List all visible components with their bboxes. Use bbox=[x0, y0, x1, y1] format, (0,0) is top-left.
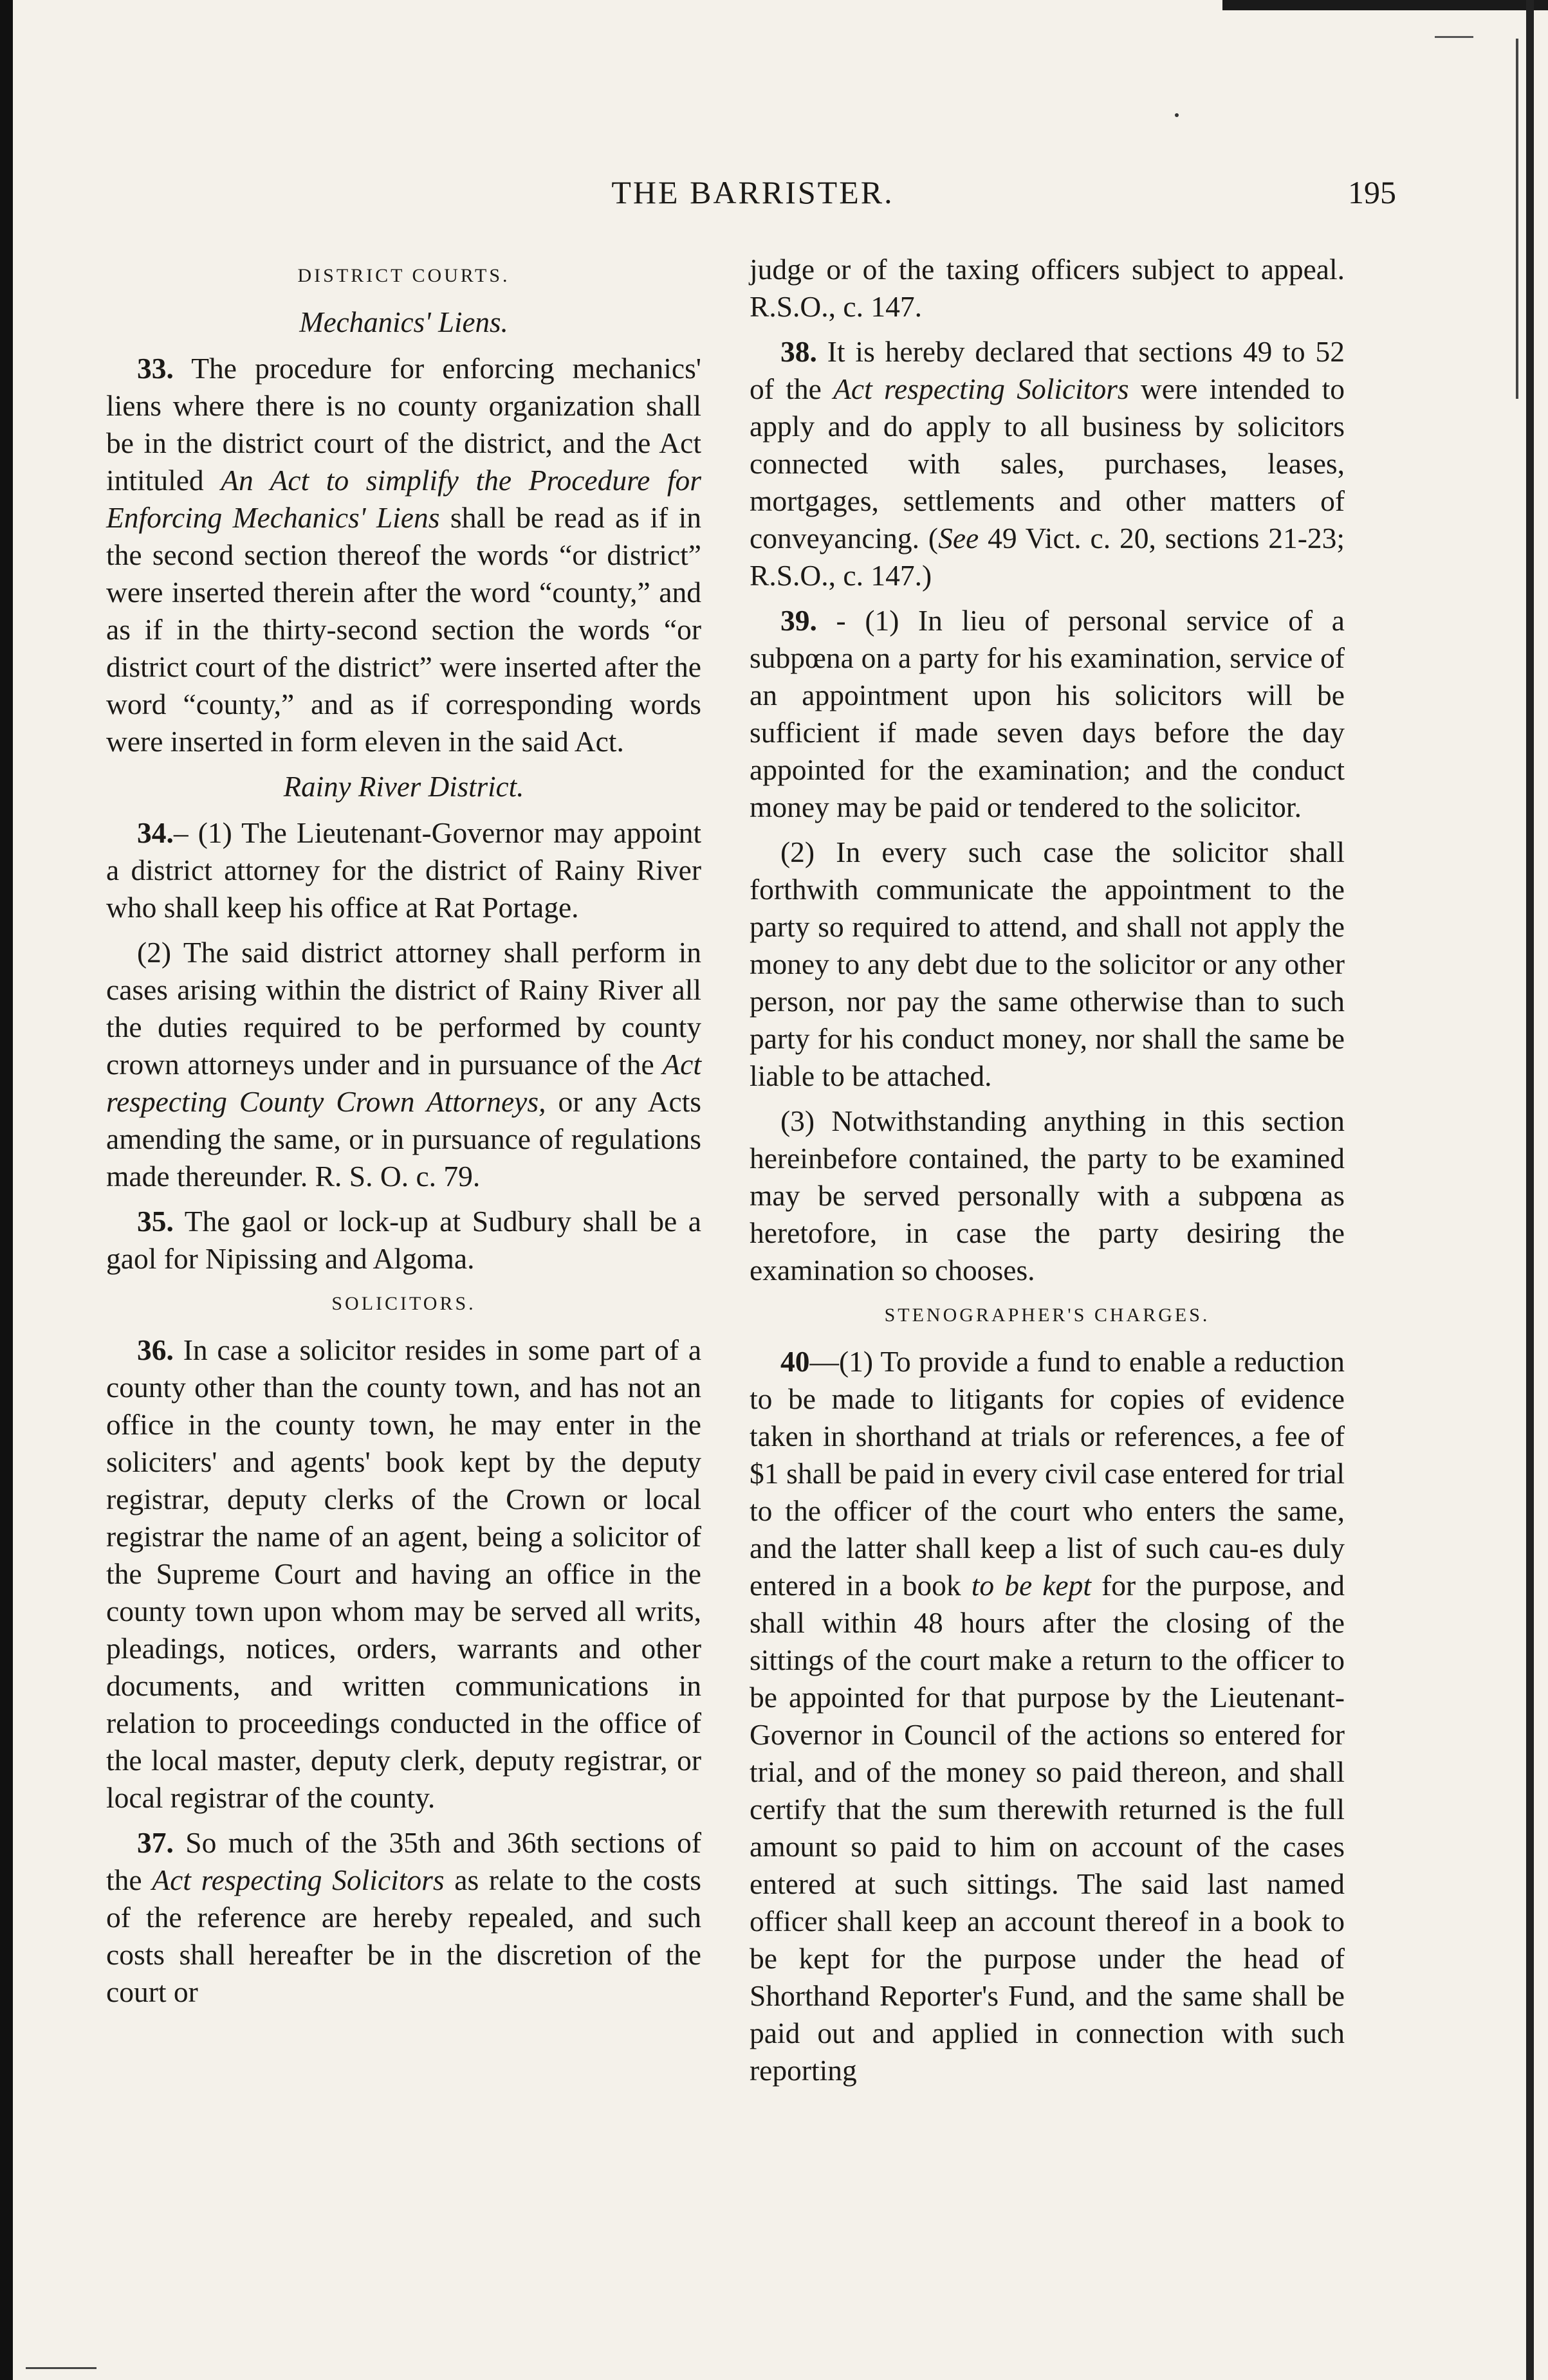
section-number: 39. bbox=[780, 604, 817, 637]
section-text: The procedure for enforcing mechanics' liens where there is no county organization shall be in the district court of the district, and the Act intituled bbox=[106, 352, 701, 497]
scan-speck bbox=[1175, 113, 1179, 117]
section-text: —(1) To provide a fund to enable a reduction to be made to litigants for copies of evidence taken in shorthand at trials or references, a fee of $1 shall be paid in every civil case entered for trial to the officer of the court who enters the same, and the latter shall keep a list of such cau-es duly entered in a book bbox=[750, 1345, 1345, 1602]
section-39-3: (3) Notwithstanding anything in this section hereinbefore contained, the party to be examined may be served personally with a subpœna as heretofore, in case the party desiring the examination so chooses. bbox=[750, 1104, 1345, 1286]
section-number: 35. bbox=[137, 1205, 174, 1238]
act-title: Act respecting Solicitors bbox=[152, 1863, 445, 1896]
section-text: (2) The said district attorney shall perform in cases arising within the district of Rainy River all the duties required to be performed by county crown attorneys under and in pursuance of the bbox=[106, 936, 701, 1081]
scan-border-right-inner bbox=[1516, 39, 1518, 399]
section-36 bbox=[106, 1332, 701, 1817]
page-header bbox=[109, 174, 1396, 219]
italic-phrase: to be kept bbox=[971, 1569, 1091, 1602]
running-title: THE BARRISTER. bbox=[611, 174, 894, 210]
section-text: 49 Vict. c. 20, sections 21-23; R.S.O., c. 147.) bbox=[750, 522, 1345, 592]
section-number: 33. bbox=[137, 352, 174, 385]
scan-border-top bbox=[1222, 0, 1548, 10]
section-34-2 bbox=[106, 934, 701, 1195]
section-37 bbox=[106, 1824, 701, 2011]
section-text: In case a solicitor resides in some part of a county other than the county town, and has not an office in the county town, he may enter in the soliciters' and agents' book kept by the deputy registrar, deputy clerks of the Crown or local registrar the name of an agent, being a solicitor of the Supreme Court and having an office in the county town upon whom may be served all writs, pleadings, notices, orders, warrants and other documents, and written communications in relation to proceedings conducted in the office of the local master, deputy clerk, deputy registrar, or local registrar of the county. bbox=[106, 1333, 702, 1814]
section-number: 40 bbox=[780, 1345, 810, 1378]
section-number: 34. bbox=[137, 816, 174, 849]
section-text: as relate to the costs of the reference are hereby repealed, and such costs shall hereafter be in the discretion of the court or bbox=[106, 1863, 701, 2008]
section-38 bbox=[750, 333, 1345, 594]
section-text: or any Acts amending the same, or in pursuance of regulations made thereunder. R. S. O. c. 79. bbox=[106, 1085, 701, 1193]
see-reference: See bbox=[938, 522, 979, 554]
section-35 bbox=[106, 1203, 701, 1277]
section-37-continued: judge or of the taxing officers subject to appeal. R.S.O., c. 147. bbox=[750, 253, 1345, 323]
scan-border-left bbox=[0, 0, 13, 2380]
page-number: 195 bbox=[1348, 174, 1396, 210]
heading-stenographers-charges: STENOGRAPHER'S CHARGES. bbox=[884, 1304, 1210, 1326]
scan-mark-top bbox=[1435, 36, 1473, 38]
heading-district-courts: DISTRICT COURTS. bbox=[297, 265, 510, 286]
section-number: 37. bbox=[137, 1826, 174, 1859]
section-text: It is hereby declared that sections 49 to 52 of the bbox=[750, 335, 1345, 405]
act-title: Act respecting County Crown Attorneys, bbox=[106, 1048, 701, 1118]
section-34-1 bbox=[106, 814, 701, 926]
heading-rainy-river: Rainy River District. bbox=[283, 771, 524, 803]
section-text: So much of the 35th and 36th sections of the bbox=[106, 1826, 701, 1896]
section-number: 38. bbox=[780, 335, 817, 368]
right-column bbox=[750, 251, 1345, 2097]
section-text: The gaol or lock-up at Sudbury shall be a gaol for Nipissing and Algoma. bbox=[106, 1205, 701, 1275]
scan-border-right bbox=[1526, 0, 1534, 2380]
section-number: 36. bbox=[137, 1333, 174, 1366]
section-39-2: (2) In every such case the solicitor shall forthwith communicate the appointment to the party so required to attend, and shall not apply the money to any debt due to the solicitor or any other person, nor pay the same otherwise than to such party for his conduct money, nor shall the same be liable to be attached. bbox=[750, 836, 1345, 1092]
section-text: – (1) The Lieutenant-Governor may appoint a district attorney for the district of Rainy River who shall keep his office at Rat Portage. bbox=[106, 816, 701, 924]
heading-solicitors: SOLICITORS. bbox=[331, 1293, 476, 1314]
section-text: for the purpose, and shall within 48 hours after the closing of the sittings of the court make a return to the officer to be appointed for that purpose by the Lieutenant-Governor in Council of the actions so entered for trial, and of the money so paid thereon, and shall certify that the sum therewith returned is the full amount so paid to him on account of the cases entered at such sittings. The said last named officer shall keep an account thereof in a book to be kept for the purpose under the head of Shorthand Reporter's Fund, and the same shall be paid out and applied in connection with such reporting bbox=[750, 1569, 1345, 2087]
section-33 bbox=[106, 350, 701, 760]
section-text: - (1) In lieu of personal service of a subpœna on a party for his examination, service of an appointment upon his solicitors will be sufficient if made seven days before the day appointed for the examination; and the conduct money may be paid or tendered to the solicitor. bbox=[750, 604, 1345, 823]
left-column bbox=[106, 251, 701, 2018]
section-40 bbox=[750, 1343, 1345, 2089]
act-title: An Act to simplify the Procedure for Enforcing Mechanics' Liens bbox=[106, 464, 702, 534]
scan-mark-bottom bbox=[26, 2367, 97, 2369]
act-title: Act respecting Solicitors bbox=[833, 372, 1129, 405]
section-text: were intended to apply and do apply to all business by solicitors connected with sales, purchases, leases, mortgages, settlements and other matters of conveyancing. ( bbox=[750, 372, 1345, 554]
section-text: shall be read as if in the second section thereof the words “or district” were inserted therein after the word “county,” and as if in the thirty-second section the words “or district court of the district” were inserted after the word “county,” and as if corresponding words were inserted in form eleven in the said Act. bbox=[106, 501, 702, 758]
heading-mechanics-liens: Mechanics' Liens. bbox=[299, 306, 508, 338]
section-39-1 bbox=[750, 602, 1345, 826]
